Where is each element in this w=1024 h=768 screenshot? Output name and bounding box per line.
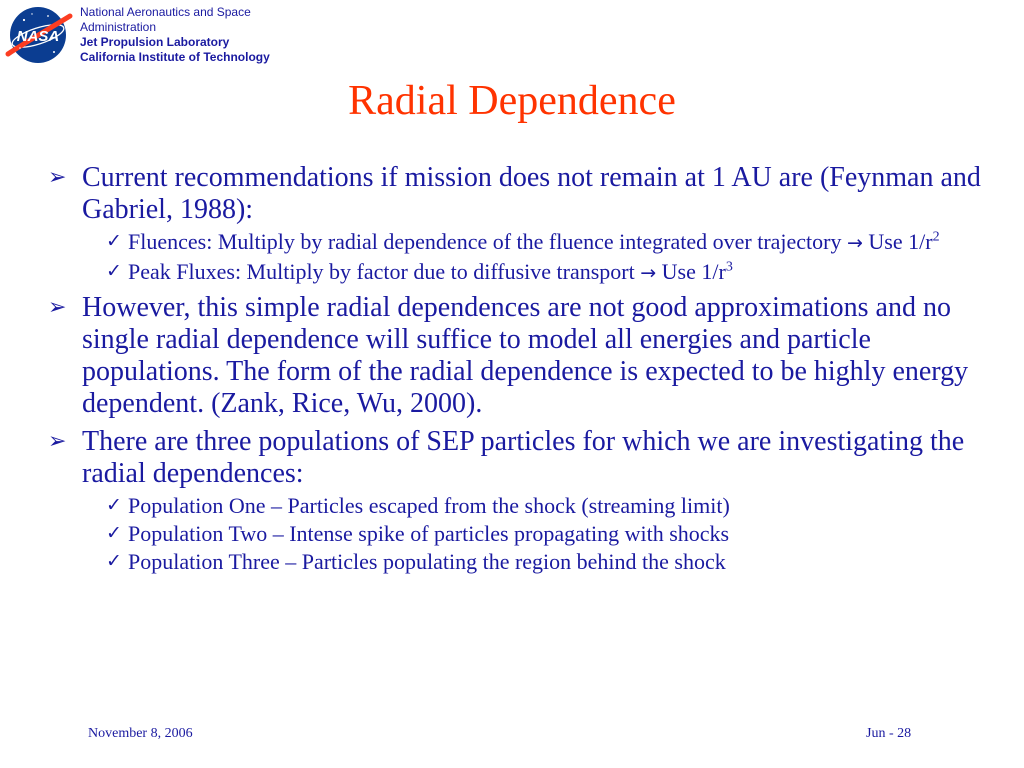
- check-bullet-icon: ✓: [106, 260, 122, 282]
- check-bullet-icon: ✓: [106, 494, 122, 516]
- check-bullet-icon: ✓: [106, 230, 122, 252]
- slide-title: Radial Dependence: [348, 78, 676, 124]
- sub-bullet-1-2: [48, 259, 998, 286]
- sub-bullet-3-2: [48, 521, 998, 546]
- check-bullet-icon: ✓: [106, 522, 122, 544]
- footer-page-number: Jun - 28: [866, 726, 912, 741]
- sub-bullet-3-1: [48, 493, 998, 518]
- bullet-text: Current recommendations if mission does not remain at 1 AU are (Feynman and Gabriel, 1988):: [82, 162, 981, 225]
- sub-bullet-text: Peak Fluxes: Multiply by factor due to diffusive transport: [128, 259, 635, 284]
- org-block: [80, 5, 320, 65]
- sub-bullet-text: Population Two – Intense spike of particles propagating with shocks: [128, 521, 730, 546]
- sub-bullet-text: Fluences: Multiply by radial dependence of the fluence integrated over trajectory: [128, 229, 842, 254]
- sub-bullet-result: Use 1/r: [868, 229, 933, 254]
- exponent: 3: [725, 259, 733, 275]
- sub-bullet-3-3: [48, 549, 998, 574]
- right-arrow-icon: →: [640, 262, 657, 284]
- logo-text: NASA: [16, 28, 60, 45]
- lab-name: Jet Propulsion Laboratory: [80, 35, 230, 49]
- footer-date: November 8, 2006: [88, 726, 193, 741]
- bullet-text: There are three populations of SEP particles for which we are investigating the radial dependences:: [82, 426, 965, 489]
- bullet-1: [48, 162, 998, 226]
- nasa-logo: [4, 2, 74, 68]
- org-name-line1: National Aeronautics and Space: [80, 5, 251, 19]
- sub-bullet-text: Population Three – Particles populating the region behind the shock: [128, 549, 726, 574]
- right-arrow-icon: →: [847, 232, 863, 254]
- sub-bullet-text: Population One – Particles escaped from the shock (streaming limit): [128, 493, 730, 518]
- sub-bullet-result: Use 1/r: [661, 259, 726, 284]
- check-bullet-icon: ✓: [106, 550, 122, 572]
- bullet-text: However, this simple radial dependences are not good approximations and no single radial dependence will suffice to model all energies and particle populations. The form of the radial dependence is expected to be highly energy dependent. (Zank, Rice, Wu, 2000).: [82, 292, 969, 419]
- sub-bullet-1-1: [48, 229, 998, 256]
- bullet-2: [48, 292, 998, 420]
- slide-content: [48, 162, 998, 574]
- arrowhead-bullet-icon: ➢: [48, 165, 67, 190]
- institute-name: California Institute of Technology: [80, 50, 270, 64]
- bullet-3: [48, 426, 998, 490]
- arrowhead-bullet-icon: ➢: [48, 295, 67, 320]
- exponent: 2: [932, 229, 940, 245]
- arrowhead-bullet-icon: ➢: [48, 429, 67, 454]
- org-name-line2: Administration: [80, 20, 157, 34]
